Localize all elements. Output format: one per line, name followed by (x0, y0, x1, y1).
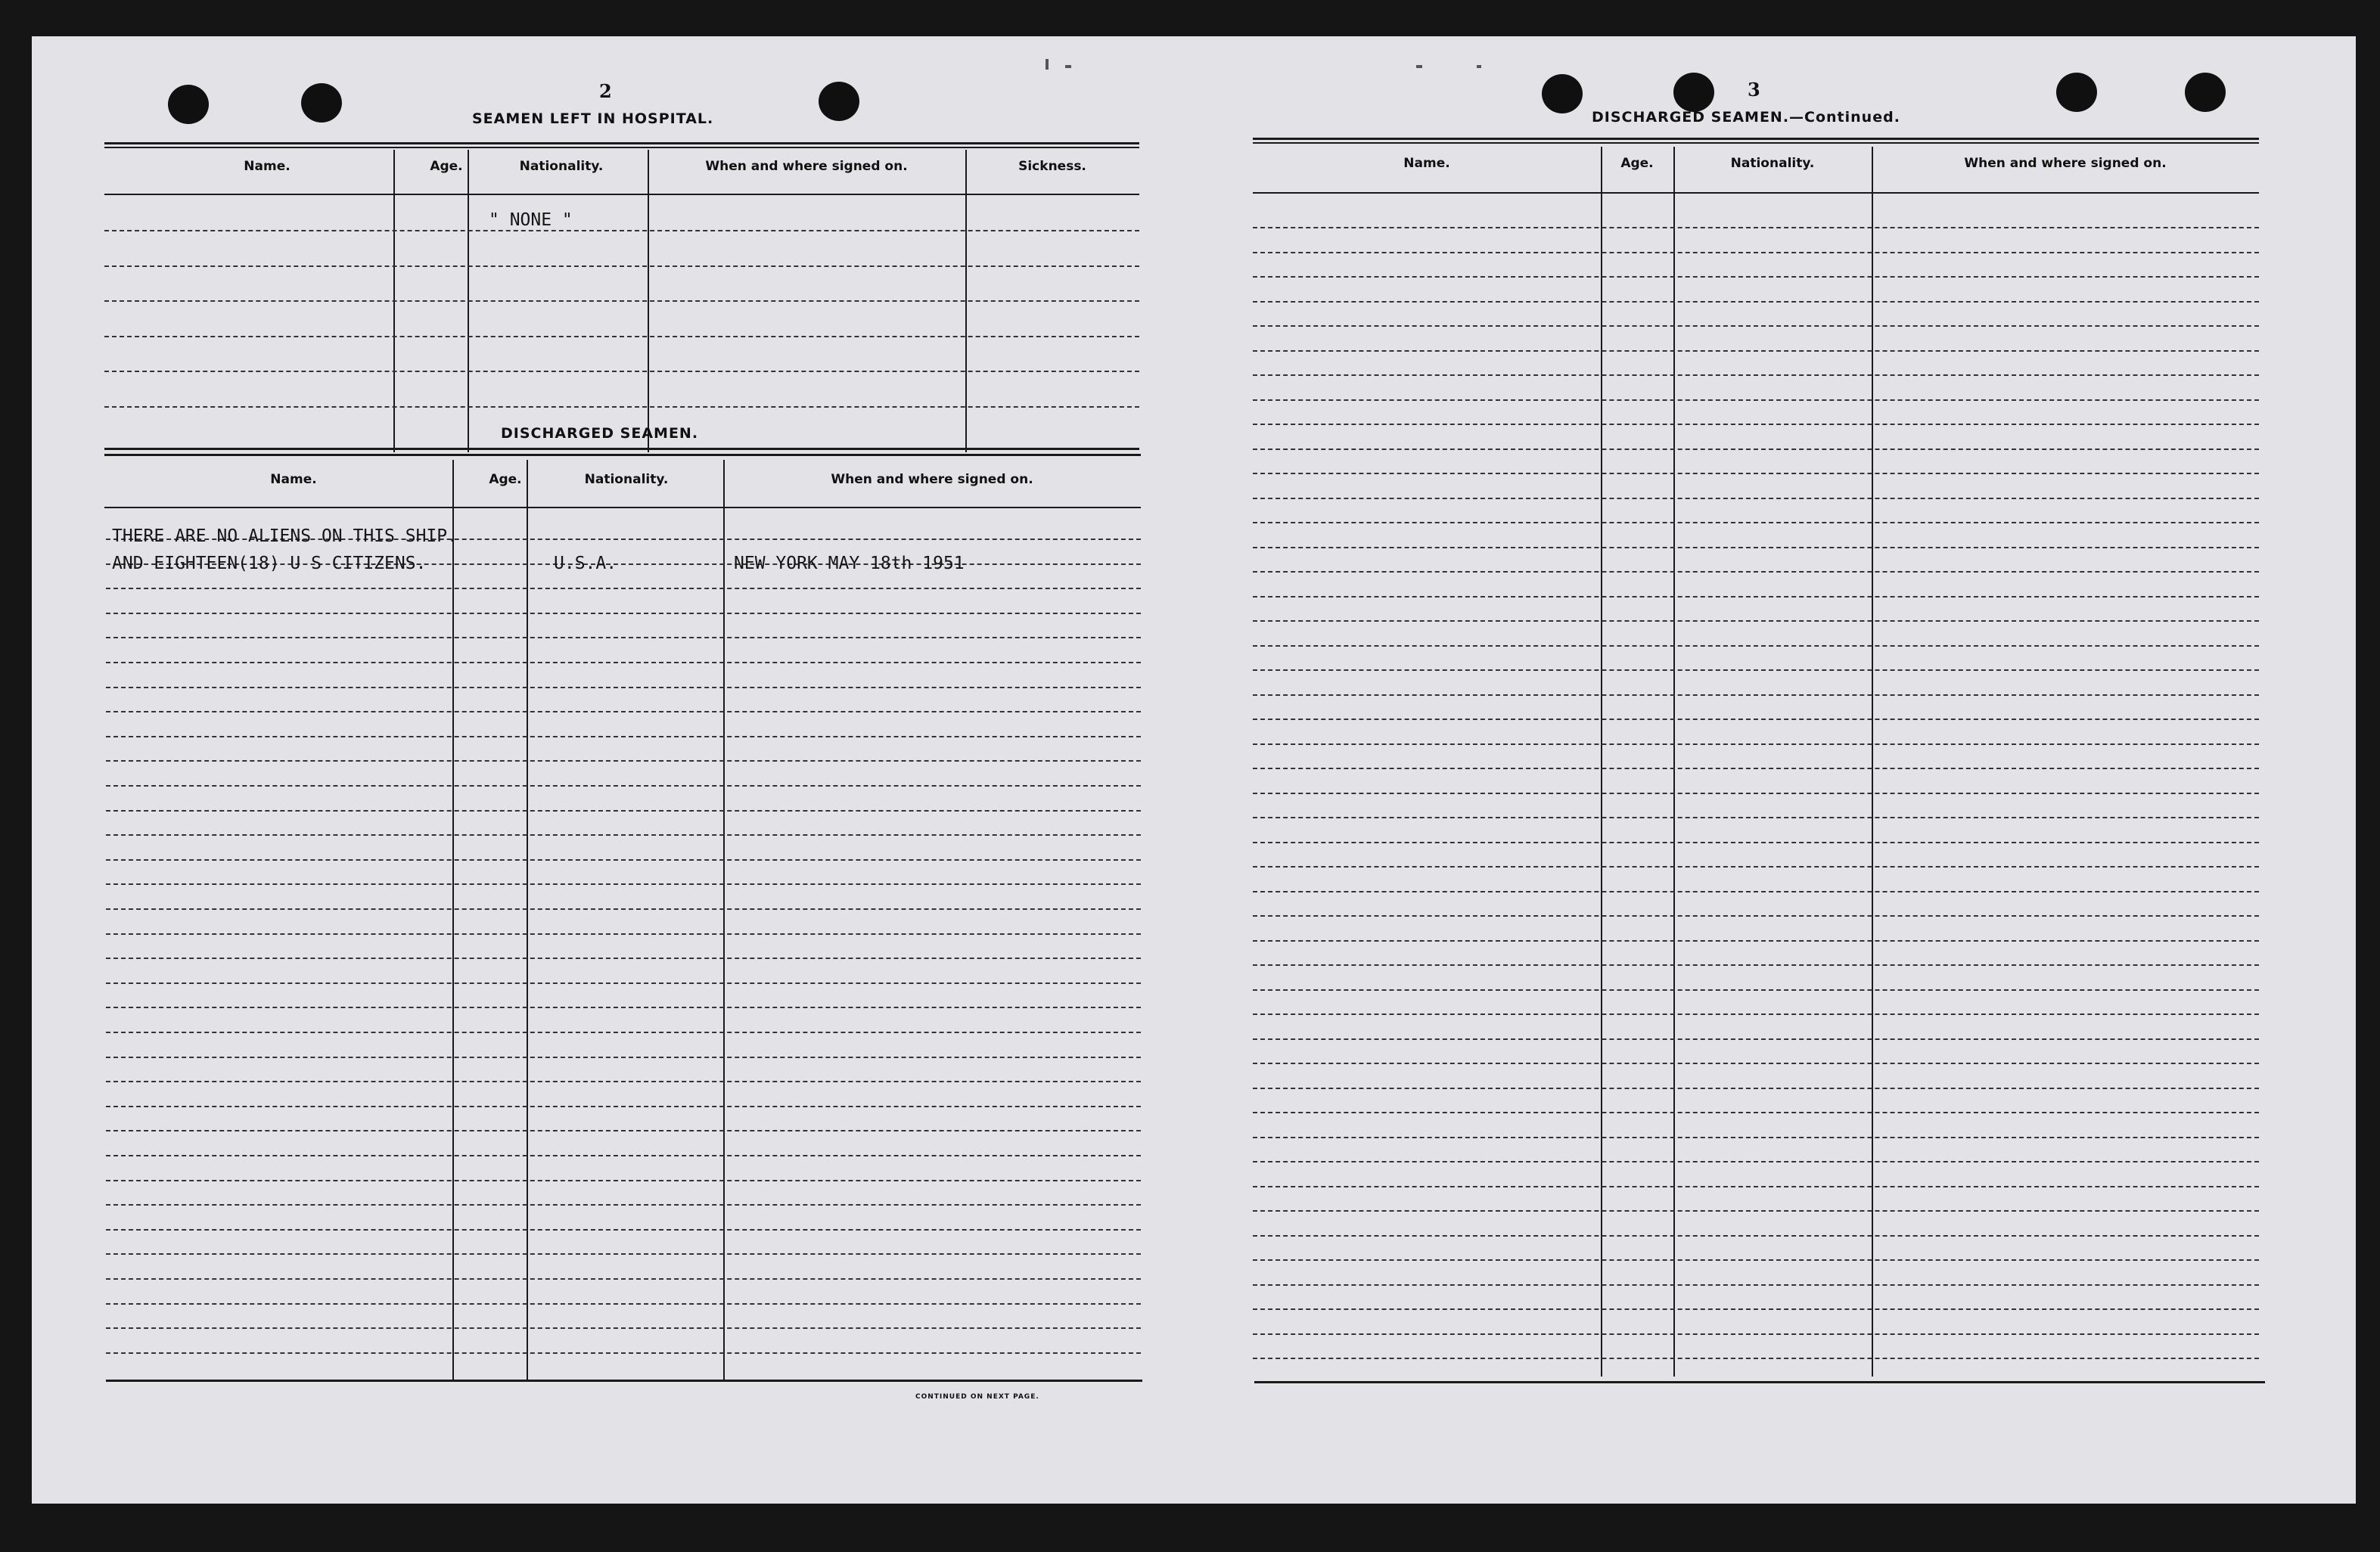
right-col-signed-on: When and where signed on. (1964, 156, 2167, 171)
ruled-line (1253, 1063, 2259, 1064)
column-divider (1673, 147, 1675, 1377)
ruled-line (1253, 1259, 2259, 1261)
right-col-name: Name. (1403, 156, 1450, 171)
discharged-section-title: DISCHARGED SEAMEN. (501, 425, 699, 442)
punch-hole (819, 82, 859, 121)
ruled-line (1253, 498, 2259, 499)
ruled-line (1253, 743, 2259, 745)
ruled-line (1253, 915, 2259, 917)
bottom-rule (106, 1380, 1142, 1382)
discharged-remark-line1: THERE ARE NO ALIENS ON THIS SHIP. (112, 526, 458, 546)
ruled-line (1253, 817, 2259, 818)
top-rule (1253, 138, 2259, 140)
ink-speck (1046, 59, 1049, 70)
ruled-line (106, 908, 1141, 910)
ruled-line (104, 406, 1139, 408)
top-rule (104, 147, 1139, 148)
ruled-line (1253, 1038, 2259, 1040)
discharged-signed-on-value: NEW YORK MAY 18th 1951 (734, 554, 965, 573)
ruled-line (1253, 1333, 2259, 1335)
ruled-line (1253, 325, 2259, 327)
ruled-line (106, 662, 1141, 663)
ruled-line (106, 1007, 1141, 1008)
ruled-line (1253, 1358, 2259, 1359)
hospital-col-age: Age. (430, 159, 463, 174)
top-rule (104, 142, 1139, 144)
ruled-line (106, 687, 1141, 688)
ruled-line (104, 230, 1139, 231)
punch-hole (1673, 73, 1714, 112)
ruled-line (1253, 620, 2259, 622)
header-rule (104, 194, 1139, 195)
discharged-nationality-value: U.S.A. (554, 554, 617, 573)
ruled-line (104, 371, 1139, 372)
header-rule (104, 507, 1141, 508)
ruled-line (106, 1253, 1141, 1255)
punch-hole (168, 85, 209, 124)
page-number-left: 2 (599, 80, 612, 102)
column-divider (1601, 147, 1602, 1377)
ruled-line (1253, 719, 2259, 720)
discharged-col-name: Name. (270, 472, 317, 487)
section-rule (104, 448, 1139, 450)
ruled-line (106, 637, 1141, 638)
ruled-line (1253, 940, 2259, 942)
section-rule (104, 454, 1141, 456)
ruled-line (1253, 1235, 2259, 1237)
ruled-line (106, 982, 1141, 984)
column-divider (527, 460, 528, 1381)
ruled-line (106, 588, 1141, 589)
ruled-line (1253, 989, 2259, 991)
ruled-line (1253, 1161, 2259, 1162)
punch-hole (1542, 74, 1583, 113)
ruled-line (1253, 1013, 2259, 1015)
ruled-line (104, 300, 1139, 302)
ruled-line (106, 958, 1141, 959)
ruled-line (106, 1327, 1141, 1329)
header-rule (1253, 192, 2259, 194)
ruled-line (1253, 399, 2259, 401)
column-divider (723, 460, 725, 1381)
ruled-line (1253, 891, 2259, 892)
ruled-line (106, 1278, 1141, 1280)
discharged-col-signed-on: When and where signed on. (831, 472, 1033, 487)
ruled-line (1253, 1137, 2259, 1138)
discharged-col-age: Age. (489, 472, 522, 487)
ruled-line (1253, 301, 2259, 303)
ruled-line (1253, 645, 2259, 647)
ruled-line (106, 1352, 1141, 1354)
ruled-line (1253, 252, 2259, 253)
hospital-col-signed-on: When and where signed on. (705, 159, 908, 174)
column-divider (1872, 147, 1873, 1377)
hospital-section-title: SEAMEN LEFT IN HOSPITAL. (472, 110, 714, 127)
ruled-line (1253, 473, 2259, 474)
ruled-line (1253, 1284, 2259, 1286)
ruled-line (106, 1057, 1141, 1058)
ink-speck (1065, 65, 1071, 68)
discharged-continued-title: DISCHARGED SEAMEN.—Continued. (1592, 109, 1900, 126)
ruled-line (106, 933, 1141, 935)
hospital-col-name: Name. (244, 159, 291, 174)
ruled-line (1253, 449, 2259, 450)
ruled-line (1253, 669, 2259, 671)
hospital-entry-none: " NONE " (489, 210, 573, 230)
ruled-line (106, 613, 1141, 614)
ruled-line (1253, 522, 2259, 523)
ruled-line (1253, 350, 2259, 352)
column-divider (452, 460, 454, 1381)
ruled-line (1253, 842, 2259, 843)
ruled-line (1253, 1112, 2259, 1113)
ruled-line (1253, 596, 2259, 598)
ink-speck (1477, 65, 1481, 68)
document-sheet (32, 36, 2356, 1504)
ruled-line (106, 1204, 1141, 1206)
ruled-line (106, 883, 1141, 885)
ruled-line (1253, 964, 2259, 966)
discharged-col-nationality: Nationality. (584, 472, 669, 487)
ruled-line (106, 711, 1141, 712)
ink-speck (1416, 65, 1422, 68)
ruled-line (1253, 1210, 2259, 1212)
ruled-line (1253, 694, 2259, 696)
ruled-line (104, 336, 1139, 337)
ruled-line (1253, 1088, 2259, 1089)
ruled-line (106, 785, 1141, 787)
hospital-col-sickness: Sickness. (1018, 159, 1086, 174)
ruled-line (1253, 793, 2259, 794)
ruled-line (106, 1130, 1141, 1131)
ruled-line (106, 1180, 1141, 1181)
ruled-line (106, 834, 1141, 836)
top-rule (1253, 142, 2259, 144)
right-col-nationality: Nationality. (1730, 156, 1815, 171)
discharged-remark-line2: AND EIGHTEEN(18) U S CITIZENS. (112, 554, 427, 573)
ruled-line (1253, 1308, 2259, 1310)
ruled-line (1253, 1186, 2259, 1187)
ruled-line (106, 1081, 1141, 1082)
punch-hole (2185, 73, 2226, 112)
ruled-line (106, 859, 1141, 861)
ruled-line (1253, 866, 2259, 868)
hospital-col-nationality: Nationality. (519, 159, 604, 174)
ruled-line (1253, 768, 2259, 769)
ruled-line (106, 1106, 1141, 1107)
ruled-line (106, 1303, 1141, 1305)
ruled-line (1253, 276, 2259, 278)
ruled-line (1253, 227, 2259, 228)
ruled-line (106, 736, 1141, 737)
ruled-line (106, 1229, 1141, 1231)
ruled-line (106, 760, 1141, 762)
ruled-line (104, 265, 1139, 267)
right-col-age: Age. (1620, 156, 1654, 171)
bottom-rule (1254, 1381, 2265, 1383)
ruled-line (1253, 571, 2259, 573)
punch-hole (301, 83, 342, 123)
ruled-line (1253, 424, 2259, 425)
ruled-line (1253, 547, 2259, 548)
ruled-line (106, 1032, 1141, 1033)
ruled-line (106, 1155, 1141, 1156)
page-number-right: 3 (1748, 79, 1760, 101)
ruled-line (106, 810, 1141, 812)
ruled-line (1253, 374, 2259, 376)
punch-hole (2056, 73, 2097, 112)
continued-footer: CONTINUED ON NEXT PAGE. (915, 1393, 1039, 1401)
